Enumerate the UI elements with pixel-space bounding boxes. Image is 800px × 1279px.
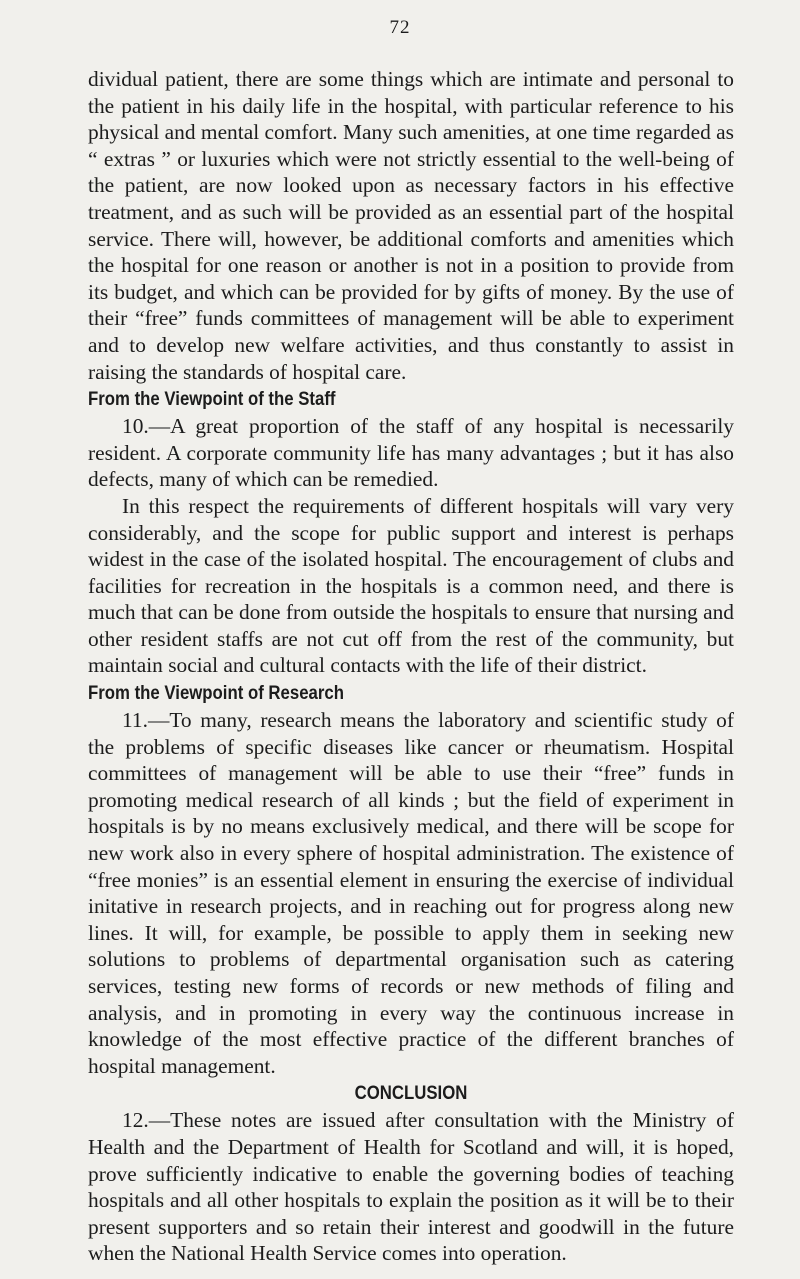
section-heading-conclusion: CONCLUSION — [354, 1082, 468, 1105]
page-number: 72 — [389, 17, 411, 38]
paragraph-10-continued: In this respect the requirements of different hospitals will vary very considerably, and the scope for public support and interest is perhaps widest in the case of the isolated hospital. The encouragement of clubs and facilities for recreation in the hospitals is a common need, and there is much that can be done from outside the hospitals to ensure that nursing and other resident staffs are not cut off from the rest of the community, but maintain social and cultural contacts with the life of their district. — [88, 493, 734, 678]
section-heading-research: From the Viewpoint of Research — [88, 682, 344, 705]
paragraph-11: 11.—To many, research means the laboratory and scientific study of the problems of specific diseases like cancer or rheumatism. Hospital committees of management will be able to use their “free” funds in promoting medical research of all kinds ; but the field of experiment in hospitals is by no means exclusively medical, and there will be scope for new work also in every sphere of hospital administration. The existence of “free monies” is an essential element in ensuring the exercise of individual initative in research projects, and in reaching out for progress along new lines. It will, for example, be possible to apply them in seeking new solutions to problems of departmental organisation such as catering services, testing new forms of records or new methods of filing and analysis, and in promoting in every way the continuous increase in knowledge of the most effective practice of the different branches of hospital management. — [88, 708, 734, 1078]
section-heading-staff: From the Viewpoint of the Staff — [88, 388, 336, 411]
paragraph-9-continuation: dividual patient, there are some things which are intimate and personal to the patient in his daily life in the hospital, with particular reference to his physical and mental comfort. Many such amenities, at one time regarded as “ extras ” or luxuries which were not strictly essential to the well-being of the patient, are now looked upon as necessary factors in his effective treatment, and as such will be provided as an essential part of the hospital service. There will, however, be additional comforts and amenities which the hospital for one reason or another is not in a position to provide from its budget, and which can be provided for by gifts of money. By the use of their “free” funds committees of management will be able to experiment and to develop new welfare activities, and thus constantly to assist in raising the standards of hospital care. — [88, 67, 734, 384]
document-body — [88, 66, 734, 1267]
paragraph-10: 10.—A great proportion of the staff of any hospital is necessarily resident. A corporate community life has many advantages ; but it has also defects, many of which can be remedied. — [88, 414, 734, 492]
paragraph-12: 12.—These notes are issued after consultation with the Ministry of Health and the Department of Health for Scotland and will, it is hoped, prove sufficiently indicative to enable the governing bodies of teaching hospitals and all other hospitals to explain the position as it will be to their present supporters and so retain their interest and goodwill in the future when the National Health Service comes into operation. — [88, 1108, 734, 1266]
